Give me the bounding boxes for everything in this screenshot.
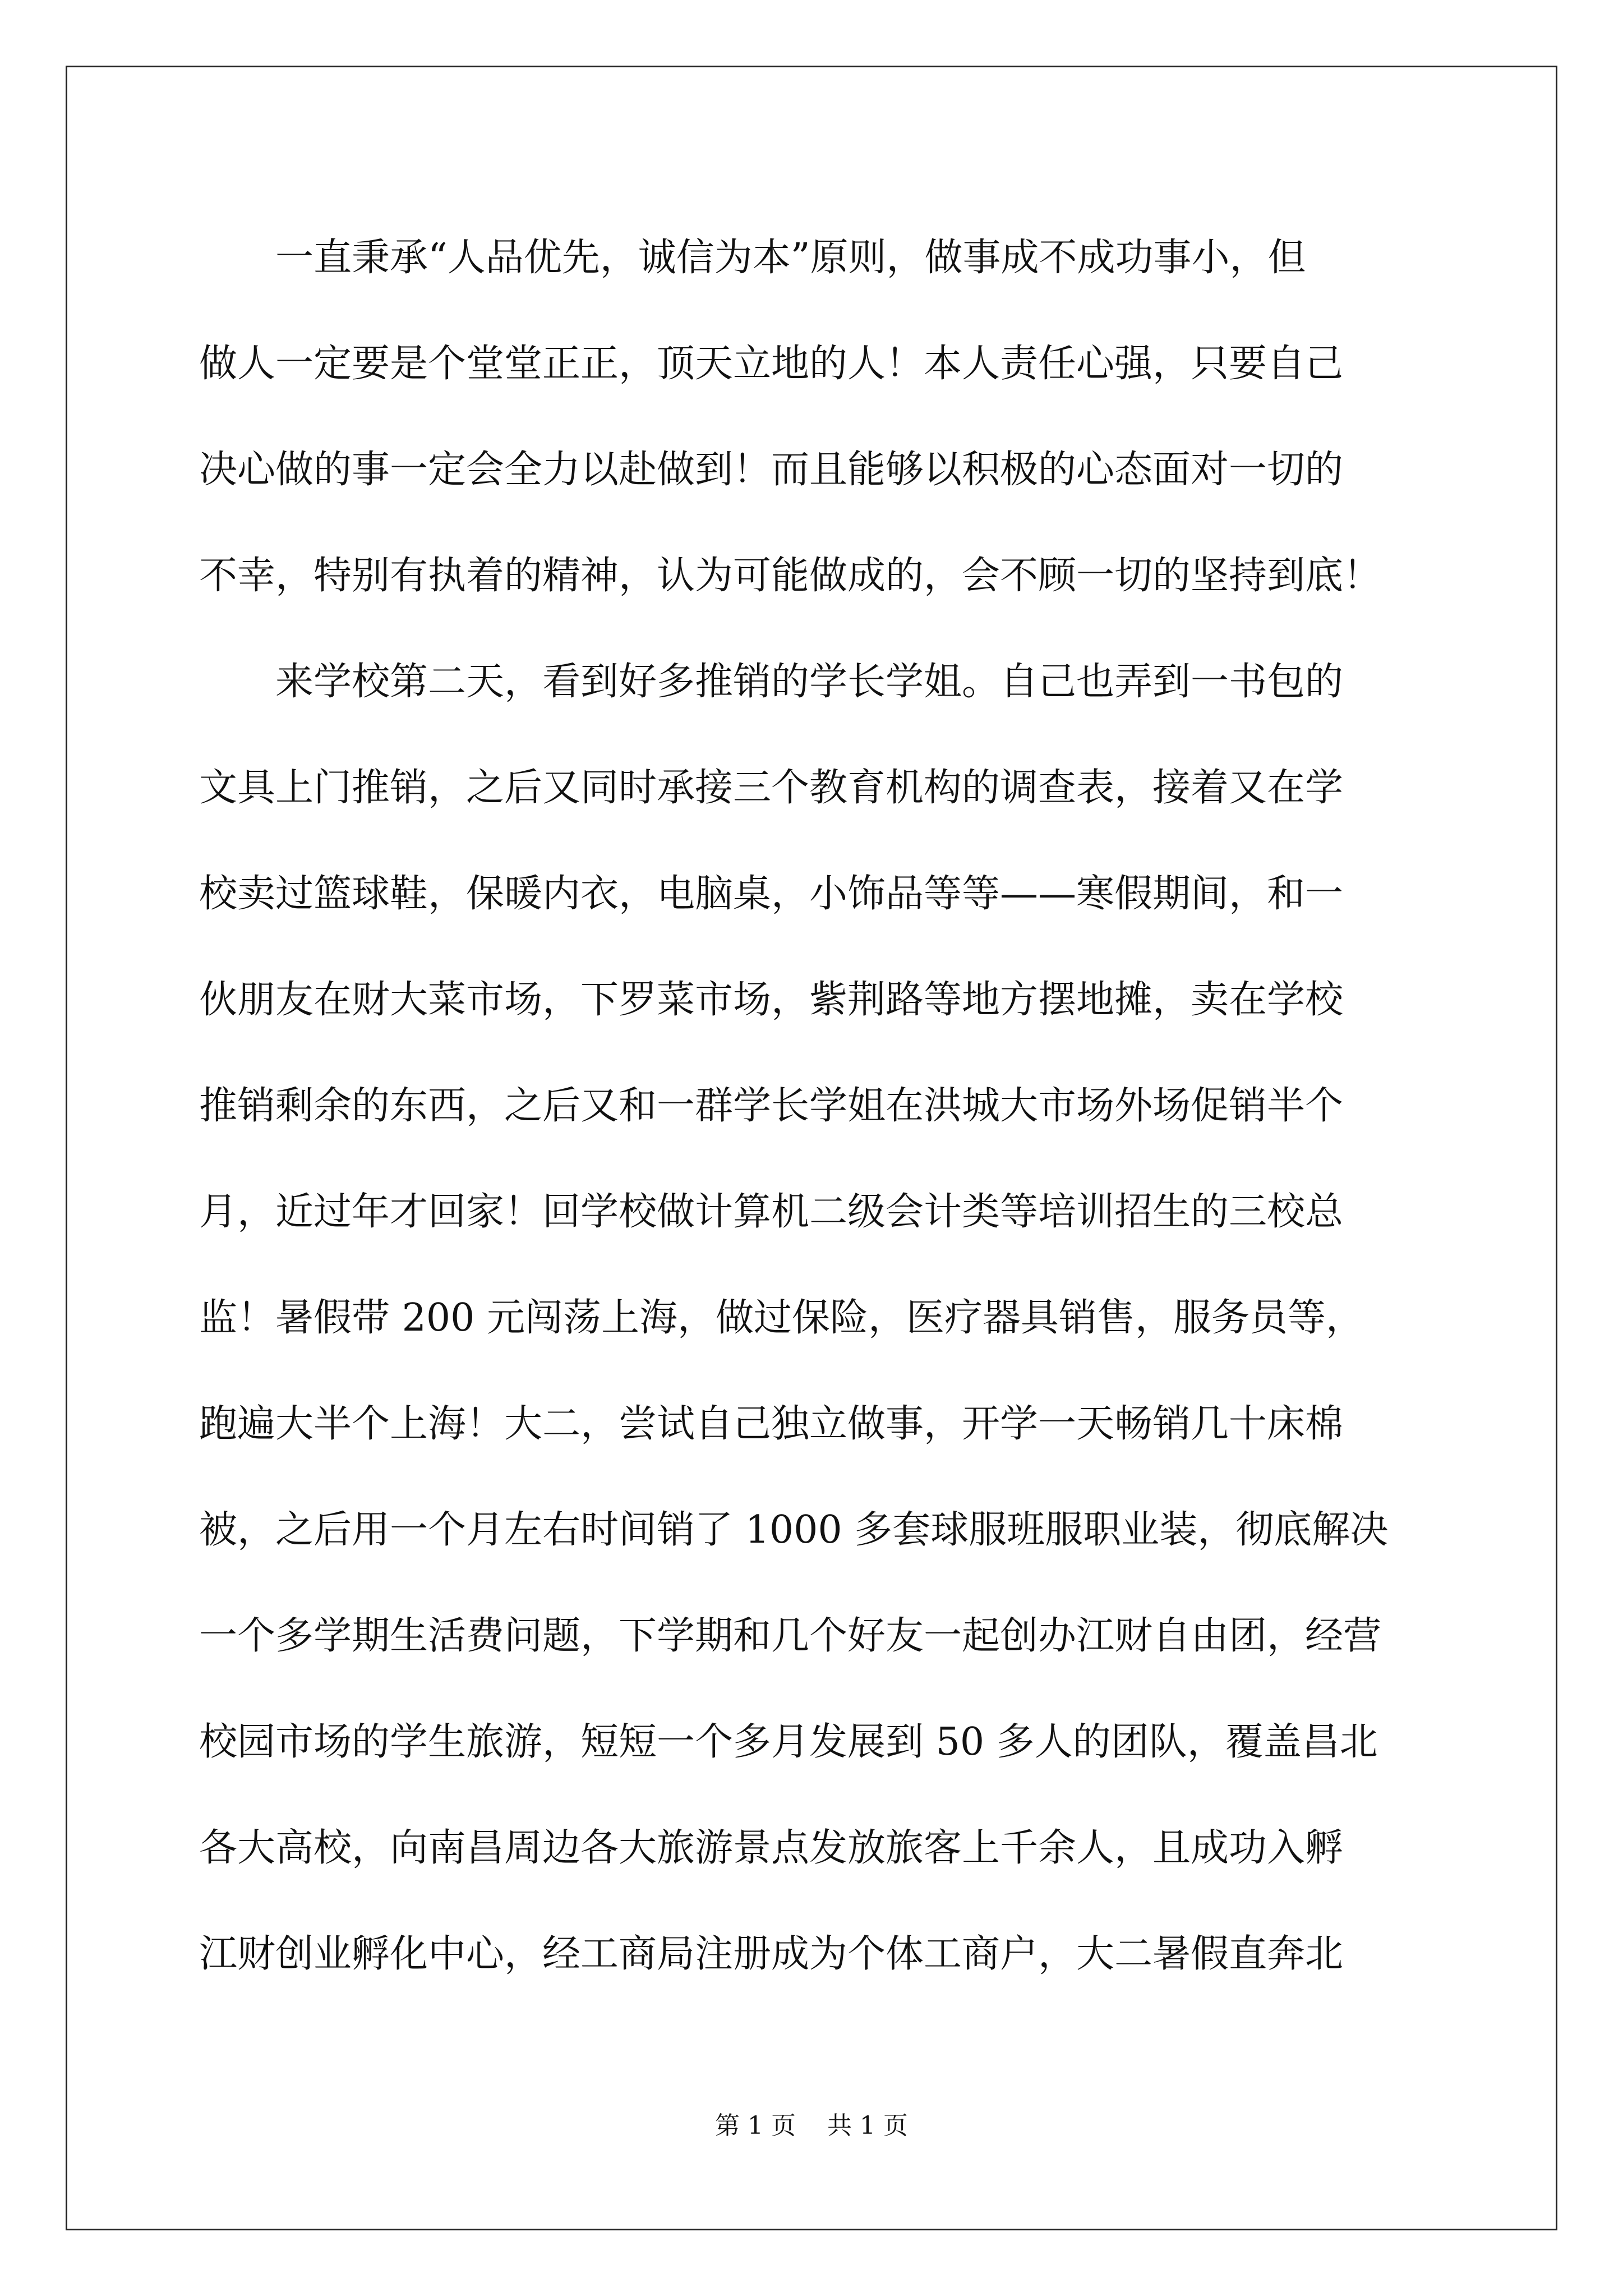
text-line-4: 不幸，特别有执着的精神，认为可能做成的，会不顾一切的坚持到底！ bbox=[199, 554, 1382, 598]
text-line-5: 来学校第二天，看到好多推销的学长学姐。自己也弄到一书包的 bbox=[199, 660, 1344, 704]
page-footer: 第 1 页 共 1 页 bbox=[715, 2111, 908, 2140]
text-line-14: 一个多学期生活费问题，下学期和几个好友一起创办江财自由团，经营 bbox=[199, 1614, 1382, 1658]
text-line-10: 月，近过年才回家！回学校做计算机二级会计类等培训招生的三校总 bbox=[199, 1190, 1344, 1234]
text-line-8: 伙朋友在财大菜市场，下罗菜市场，紫荆路等地方摆地摊，卖在学校 bbox=[199, 978, 1344, 1022]
text-line-3: 决心做的事一定会全力以赴做到！而且能够以积极的心态面对一切的 bbox=[199, 448, 1344, 492]
document-body bbox=[199, 205, 1444, 2007]
text-line-16: 各大高校，向南昌周边各大旅游景点发放旅客上千余人，且成功入孵 bbox=[199, 1826, 1344, 1870]
text-line-1: 一直秉承“人品优先，诚信为本”原则，做事成不成功事小，但 bbox=[199, 236, 1306, 280]
text-line-13: 被，之后用一个月左右时间销了 1000 多套球服班服职业装，彻底解决 bbox=[199, 1508, 1389, 1552]
text-line-11: 监！暑假带 200 元闯荡上海，做过保险，医疗器具销售，服务员等， bbox=[199, 1296, 1364, 1340]
text-line-2: 做人一定要是个堂堂正正，顶天立地的人！本人责任心强，只要自己 bbox=[199, 342, 1344, 386]
text-line-7: 校卖过篮球鞋，保暖内衣，电脑桌，小饰品等等——寒假期间，和一 bbox=[199, 872, 1344, 916]
text-line-6: 文具上门推销，之后又同时承接三个教育机构的调查表，接着又在学 bbox=[199, 766, 1344, 810]
text-line-12: 跑遍大半个上海！大二，尝试自己独立做事，开学一天畅销几十床棉 bbox=[199, 1402, 1344, 1446]
text-line-17: 江财创业孵化中心，经工商局注册成为个体工商户，大二暑假直奔北 bbox=[199, 1932, 1344, 1976]
text-line-9: 推销剩余的东西，之后又和一群学长学姐在洪城大市场外场促销半个 bbox=[199, 1084, 1344, 1128]
text-line-15: 校园市场的学生旅游，短短一个多月发展到 50 多人的团队，覆盖昌北 bbox=[199, 1720, 1378, 1764]
